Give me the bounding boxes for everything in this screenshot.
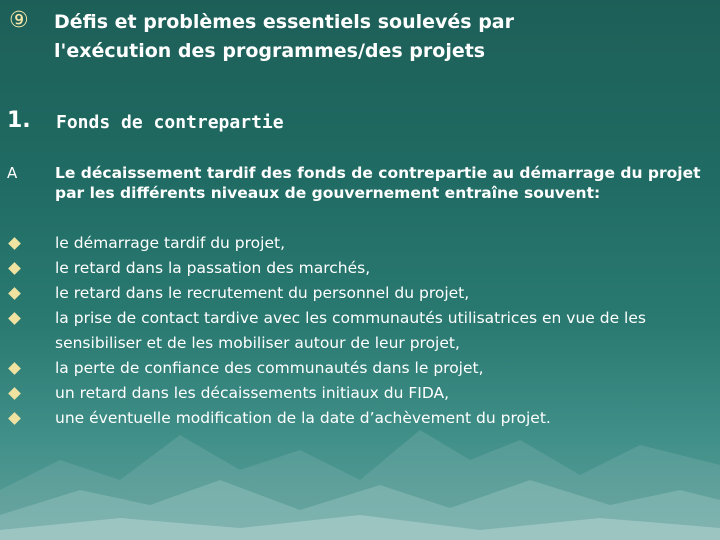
intro-letter: A — [7, 164, 18, 182]
section-heading: Fonds de contrepartie — [56, 112, 284, 133]
list-item-text: la perte de confiance des communautés dans le projet, — [55, 359, 484, 377]
title-marker-icon: ⑨ — [9, 8, 29, 33]
diamond-bullet-icon — [8, 312, 21, 325]
list-item-text: le démarrage tardif du projet, — [55, 234, 286, 252]
intro-text: Le décaissement tardif des fonds de contrepartie au démarrage du projet par les différents niveaux de gouvernement entraîne souvent: — [55, 164, 701, 202]
list-item-text: une éventuelle modification de la date d’achèvement du projet. — [55, 409, 551, 427]
section-number: 1. — [7, 108, 31, 133]
list-item — [0, 406, 720, 431]
list-item-text: le retard dans le recrutement du personnel du projet, — [55, 284, 470, 302]
diamond-bullet-icon — [8, 237, 21, 250]
list-item — [0, 381, 720, 406]
list-item — [0, 281, 720, 306]
page-title — [54, 8, 694, 66]
title-line-1: Défis et problèmes essentiels soulevés par — [54, 11, 514, 33]
list-item — [0, 256, 720, 281]
list-item-text: le retard dans la passation des marchés, — [55, 259, 371, 277]
title-line-2: l'exécution des programmes/des projets — [54, 40, 486, 62]
bullet-list — [0, 231, 720, 431]
list-item — [0, 306, 720, 356]
diamond-bullet-icon — [8, 287, 21, 300]
list-item — [0, 231, 720, 256]
diamond-bullet-icon — [8, 362, 21, 375]
diamond-bullet-icon — [8, 387, 21, 400]
diamond-bullet-icon — [8, 262, 21, 275]
diamond-bullet-icon — [8, 412, 21, 425]
list-item — [0, 356, 720, 381]
list-item-text: un retard dans les décaissements initiaux du FIDA, — [55, 384, 450, 402]
list-item-text: la prise de contact tardive avec les communautés utilisatrices en vue de les sensibiliser et de les mobiliser autour de leur projet, — [55, 309, 646, 352]
